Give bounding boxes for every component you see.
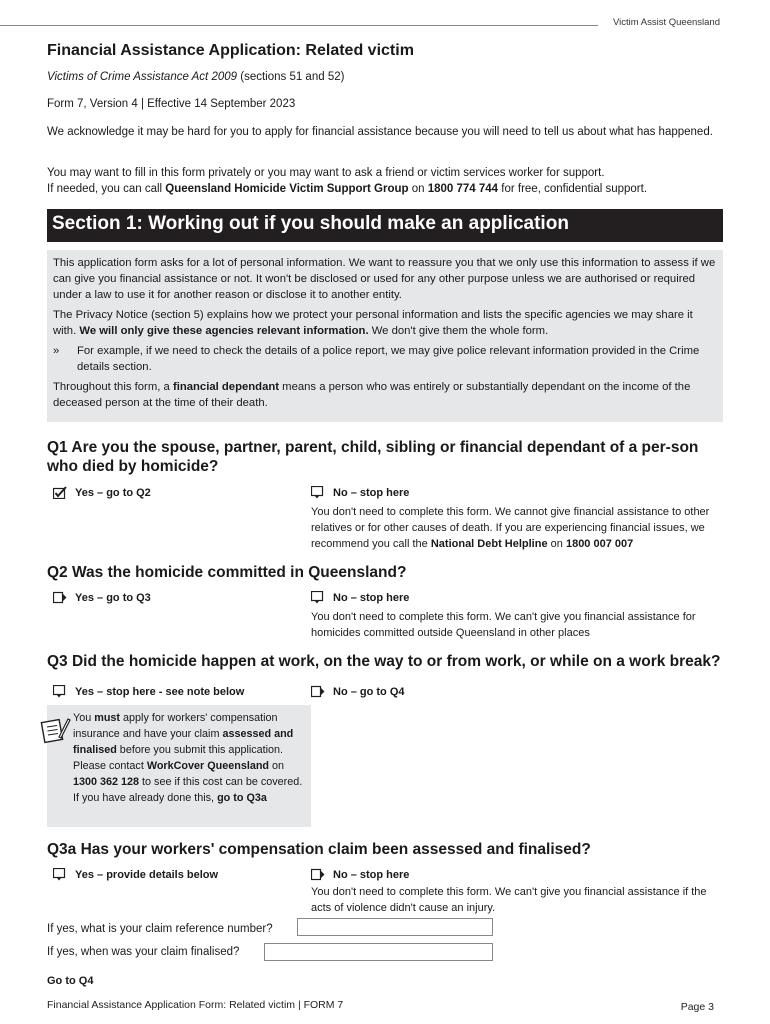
workcover-phone: 1300 362 128 [73, 776, 140, 788]
claim-finalised-label: If yes, when was your claim finalised? [47, 946, 240, 958]
q3-note-must: must [94, 712, 121, 724]
bullet-mark: » [53, 345, 60, 357]
q3a-no-note: You don't need to complete this form. We can't give you financial assistance if the acts of violence didn't cause an injury. [311, 886, 707, 914]
privacy-p3-post: means a person who was entirely or substantially dependant on the income of the deceased person at the time of their death. [53, 381, 691, 409]
intro-p2-line1: You may want to fill in this form privately or you may want to ask a friend or victim services worker for support. [47, 167, 605, 179]
goto-checkbox-icon[interactable] [311, 868, 325, 881]
debt-helpline-phone: 1800 007 007 [565, 538, 634, 550]
question-2: Q2 Was the homicide committed in Queensland? [47, 564, 407, 581]
act-reference [47, 71, 344, 83]
privacy-paragraph-1: This application form asks for a lot of personal information. We want to reassure you that we only use this information to assess if we can give you financial assistance or not. It won't be disclosed or used for any other purpose unless we are authorised or required under a law to use it for another reason or disclose it to another entity. [53, 257, 716, 301]
claim-finalised-date-input[interactable] [264, 943, 493, 961]
privacy-paragraph-3 [53, 379, 717, 411]
intro-p2-mid: on [408, 183, 428, 195]
privacy-p3-pre: Throughout this form, a [53, 381, 173, 393]
q1-note-mid: on [547, 538, 566, 550]
q3a-no-label: No – stop here [333, 868, 410, 881]
page-number: Page 3 [680, 1001, 714, 1013]
goto-checkbox-icon[interactable] [53, 591, 67, 604]
q2-yes-label: Yes – go to Q3 [75, 591, 151, 604]
q1-note-pre: You don't need to complete this form. We cannot give financial assistance to other relatives or for other causes of death. If you are experiencing financial issues, we recommend you call the [311, 506, 710, 550]
q3-yes-label: Yes – stop here - see note below [75, 685, 245, 698]
q1-yes-option[interactable] [53, 486, 151, 499]
question-3a: Q3a Has your workers' compensation claim been assessed and finalised? [47, 841, 591, 858]
intro-paragraph-1: We acknowledge it may be hard for you to apply for financial assistance because you will need to tell us about what has happened. [47, 126, 713, 138]
q2-no-option[interactable] [311, 591, 409, 604]
page-title: Financial Assistance Application: Related victim [47, 42, 414, 59]
checked-checkbox-icon[interactable] [53, 486, 67, 499]
header-rule [0, 25, 598, 26]
q3-yes-option[interactable] [53, 685, 244, 698]
q3a-yes-option[interactable] [53, 868, 218, 881]
q1-no-label: No – stop here [333, 486, 410, 499]
privacy-paragraph-2 [53, 307, 717, 339]
intro-p2-post: for free, confidential support. [498, 183, 648, 195]
debt-helpline-name: National Debt Helpline [430, 538, 548, 550]
workers-comp-note [73, 710, 307, 806]
q3-note-pre: You [73, 712, 95, 724]
q3-note-assessed: assessed and finalised [73, 728, 294, 756]
support-phone: 1800 774 744 [427, 183, 499, 195]
q2-yes-option[interactable] [53, 591, 151, 604]
intro-paragraph-2 [47, 165, 727, 197]
q3-no-option[interactable] [311, 685, 405, 698]
claim-reference-input[interactable] [297, 918, 493, 936]
q3a-yes-label: Yes – provide details below [75, 868, 219, 881]
q1-yes-label: Yes – go to Q2 [75, 486, 151, 499]
privacy-p2-post: We don't give them the whole form. [368, 325, 549, 337]
privacy-info-box [47, 250, 723, 422]
goto-checkbox-icon[interactable] [311, 685, 325, 698]
q3-note-mid4: to see if this cost can be covered. If you have already done this, [73, 776, 303, 804]
workcover-name: WorkCover Queensland [146, 760, 270, 772]
question-3: Q3 Did the homicide happen at work, on the way to or from work, or while on a work break? [47, 653, 721, 670]
stop-checkbox-icon[interactable] [53, 685, 67, 698]
q1-no-note [311, 504, 711, 552]
form-version: Form 7, Version 4 | Effective 14 September 2023 [47, 98, 296, 110]
privacy-p2-pre: The Privacy Notice (section 5) explains how we protect your personal information and lists the specific agencies we may share it with. [53, 309, 693, 337]
goto-q4: Go to Q4 [47, 975, 94, 987]
stop-checkbox-icon[interactable] [53, 868, 67, 881]
act-name: Victims of Crime Assistance Act 2009 [47, 71, 238, 83]
workers-comp-note-box [47, 705, 311, 827]
q3-note-mid3: on [269, 760, 285, 772]
q2-no-note: You don't need to complete this form. We can't give you financial assistance for homicides committed outside Queensland in other places [311, 611, 696, 639]
stop-checkbox-icon[interactable] [311, 591, 325, 604]
section-1-heading: Section 1: Working out if you should make an application [47, 209, 723, 242]
privacy-bullet [53, 343, 717, 375]
intro-p2-line2 [47, 181, 727, 197]
intro-p2-pre: If needed, you can call [47, 183, 166, 195]
support-org-name: Queensland Homicide Victim Support Group [165, 183, 409, 195]
q2-no-label: No – stop here [333, 591, 410, 604]
question-1: Q1 Are you the spouse, partner, parent, child, sibling or financial dependant of a per-son who died by homicide? [47, 439, 699, 475]
act-sections: (sections 51 and 52) [240, 71, 345, 83]
claim-reference-label: If yes, what is your claim reference number? [47, 923, 273, 935]
footer-form-name: Financial Assistance Application Form: Related victim | FORM 7 [47, 999, 344, 1011]
q3-no-label: No – go to Q4 [333, 685, 405, 698]
bullet-text: For example, if we need to check the details of a police report, we may give police relevant information provided in the Crime details section. [77, 345, 700, 373]
header-org: Victim Assist Queensland [612, 17, 720, 28]
q3-note-mid1: apply for workers' compensation insurance and have your claim [73, 712, 278, 740]
privacy-p2-bold: We will only give these agencies relevant information. [79, 325, 369, 337]
q1-no-option[interactable] [311, 486, 409, 499]
q3a-no-option[interactable] [311, 868, 409, 881]
stop-checkbox-icon[interactable] [311, 486, 325, 499]
notepad-pencil-icon [39, 715, 71, 745]
goto-q3a: go to Q3a [217, 792, 267, 804]
financial-dependant-term: financial dependant [172, 381, 280, 393]
q3-note-mid2: before you submit this application. Please contact [73, 744, 284, 772]
